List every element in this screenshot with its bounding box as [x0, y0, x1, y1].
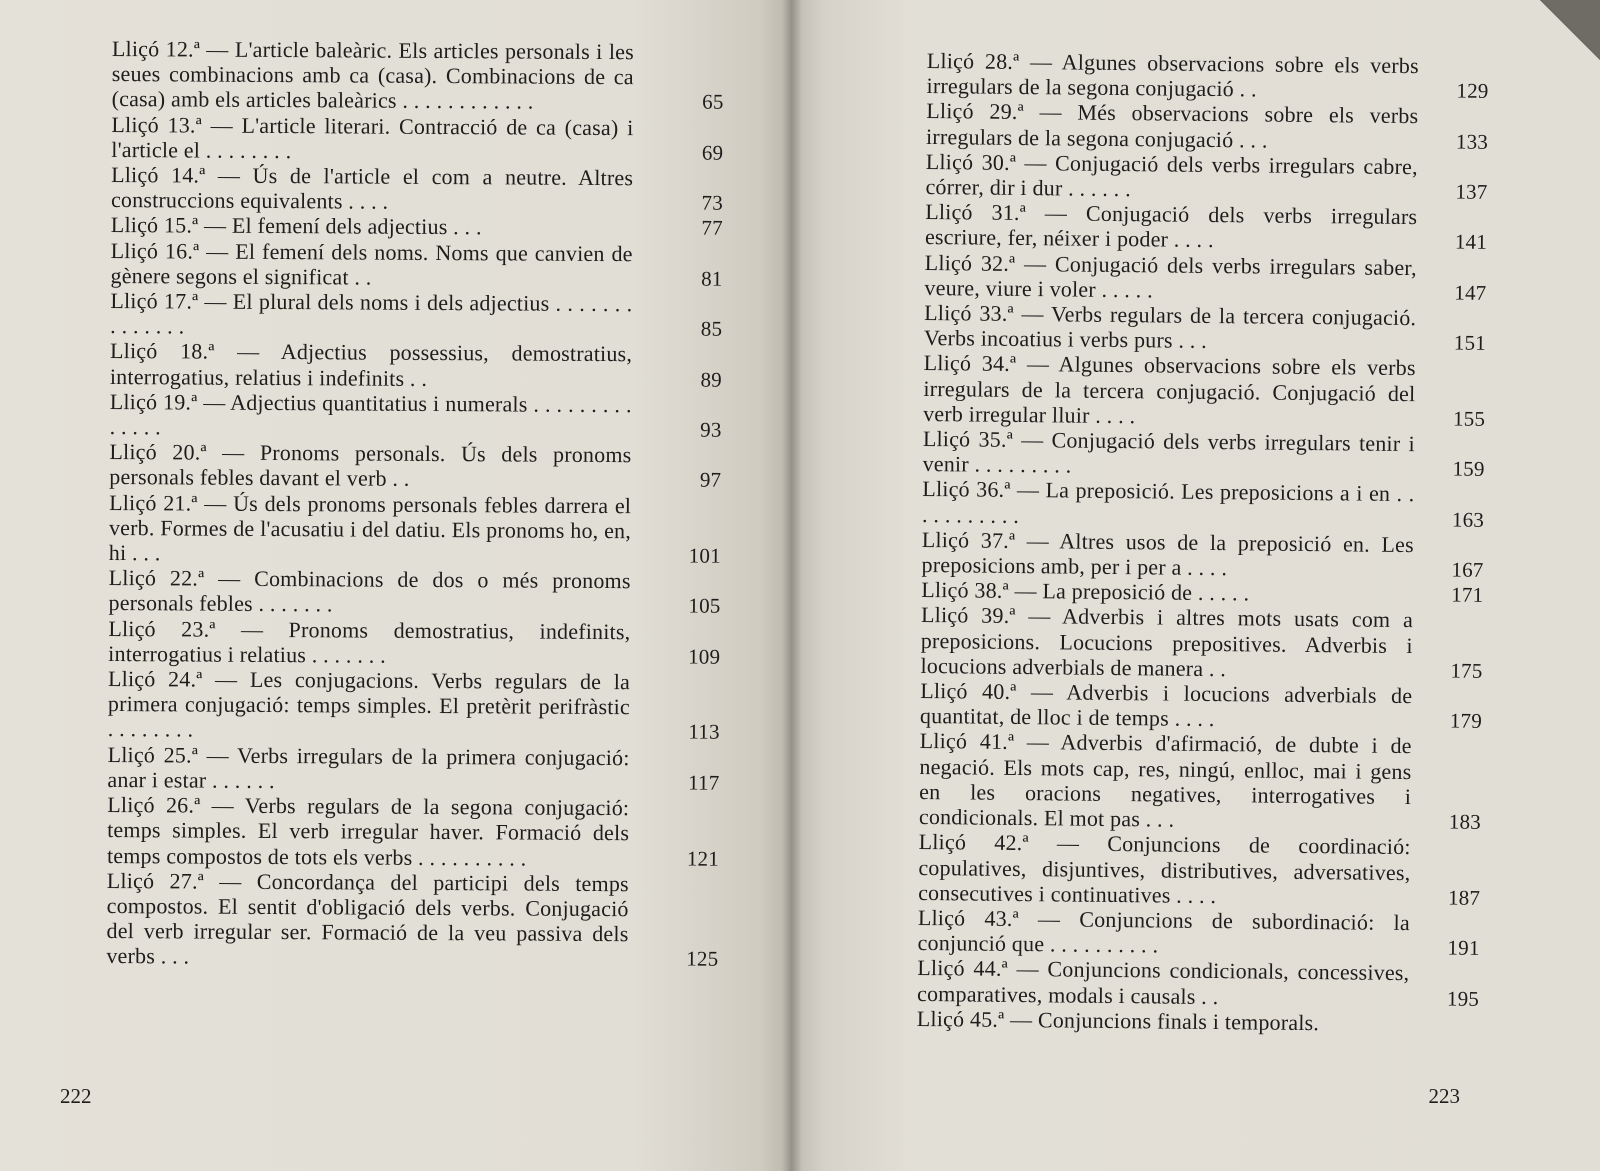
toc-entry — [926, 48, 1488, 104]
toc-entry — [112, 36, 724, 115]
toc-entry — [111, 162, 723, 216]
toc-entry — [924, 300, 1486, 356]
toc-entry-page: 187 — [1447, 885, 1481, 910]
toc-entry-title: Lliçó 30.ª — Conjugació dels verbs irregulars cabre, córrer, dir i dur . . . . . . — [925, 148, 1418, 202]
toc-entry-title: Lliçó 38.ª — La preposició de . . . . . — [921, 577, 1250, 606]
toc-entry-title: Lliçó 26.ª — Verbs regulars de la segona conjugació: temps simples. El verb irregular haver. Formació dels temps compostos de tots els verbs . . . . . . . . . . — [106, 792, 630, 871]
toc-entry-title: Lliçó 42.ª — Conjuncions de coordinació: copulatives, disjuntives, distributives, adversatives, consecutives i continuatives . . . . — [918, 829, 1411, 908]
left-toc — [106, 36, 724, 972]
right-page-number: 223 — [1428, 1084, 1460, 1108]
toc-entry-title: Lliçó 27.ª — Concordança del participi dels temps compostos. El sentit d'obligació dels verbs. Conjugació del verb irregular ser. Formació de la veu passiva dels verbs . . . — [106, 867, 629, 969]
toc-entry-page: 129 — [1456, 78, 1489, 104]
toc-entry — [920, 678, 1482, 734]
toc-entry-page: 101 — [688, 543, 721, 568]
toc-entry-page: 141 — [1454, 229, 1488, 255]
page-corner-shadow — [1540, 0, 1600, 60]
toc-entry — [917, 1006, 1479, 1037]
right-toc — [917, 48, 1489, 1037]
toc-entry-page: 97 — [699, 468, 722, 493]
toc-entry — [109, 490, 721, 569]
toc-entry — [917, 955, 1479, 1011]
toc-entry — [925, 149, 1487, 205]
toc-entry — [108, 616, 720, 670]
toc-entry — [108, 666, 720, 745]
book-gutter — [782, 0, 802, 1171]
toc-entry — [922, 476, 1484, 532]
toc-entry — [926, 98, 1488, 154]
toc-entry-page: 133 — [1455, 129, 1489, 154]
toc-entry-title: Lliçó 45.ª — Conjuncions finals i temporals. — [916, 1005, 1320, 1035]
left-page-number: 222 — [60, 1084, 92, 1108]
toc-entry-title: Lliçó 19.ª — Adjectius quantitatius i numerals . . . . . . . . . . . . . . — [109, 388, 632, 440]
toc-entry-title: Lliçó 22.ª — Combinacions de dos o més pronoms personals febles . . . . . . . — [108, 565, 631, 617]
toc-entry — [111, 212, 723, 241]
toc-entry-page — [1409, 1036, 1479, 1037]
toc-entry-page: 167 — [1451, 557, 1484, 582]
toc-entry-page: 109 — [688, 644, 721, 669]
toc-entry-page: 125 — [686, 946, 719, 972]
toc-entry — [918, 829, 1481, 910]
toc-entry-page: 175 — [1450, 658, 1483, 683]
toc-entry-title: Lliçó 43.ª — Conjuncions de subordinació: la conjunció que . . . . . . . . . . — [917, 904, 1410, 958]
toc-entry-title: Lliçó 41.ª — Adverbis d'afirmació, de dubte i de negació. Els mots cap, res, ningú, enlloc, mai i gens en les oracions negatives, interrogatives i condicionals. El mot pas . . . — [918, 728, 1412, 832]
toc-entry-title: Lliçó 24.ª — Les conjugacions. Verbs regulars de la primera conjugació: temps simples. El pretèrit perifràstic . . . . . . . . — [107, 666, 631, 742]
toc-entry-page: 69 — [701, 140, 724, 165]
toc-entry — [917, 905, 1479, 961]
toc-entry — [110, 288, 722, 342]
right-page — [792, 0, 1600, 1171]
toc-entry — [109, 439, 721, 493]
toc-entry — [924, 250, 1486, 306]
toc-entry-page: 163 — [1451, 507, 1485, 532]
toc-entry-page: 171 — [1451, 582, 1484, 608]
toc-entry-page: 151 — [1453, 330, 1487, 356]
toc-entry-title: Lliçó 25.ª — Verbs irregulars de la primera conjugació: anar i estar . . . . . . — [107, 741, 630, 793]
toc-entry-title: Lliçó 13.ª — L'article literari. Contracció de ca (casa) i l'article el . . . . . . . . — [111, 111, 634, 163]
toc-entry — [108, 565, 720, 619]
toc-entry-page: 183 — [1448, 809, 1482, 834]
toc-entry — [925, 199, 1487, 255]
toc-entry-page: 81 — [701, 266, 723, 291]
toc-entry-title: Lliçó 15.ª — El femení dels adjectius . . . — [110, 212, 482, 240]
toc-entry-page: 85 — [700, 316, 723, 341]
toc-entry-page: 159 — [1452, 456, 1485, 482]
toc-entry — [110, 338, 722, 392]
toc-entry-title: Lliçó 40.ª — Adverbis i locucions adverbials de quantitat, de lloc i de temps . . . . — [919, 678, 1413, 732]
toc-entry — [110, 389, 722, 443]
toc-entry-title: Lliçó 34.ª — Algunes observacions sobre els verbs irregulars de la tercera conjugació. Conjugació del verb irregular lluir . . . . — [923, 350, 1416, 429]
toc-entry — [106, 868, 719, 973]
toc-entry — [107, 792, 719, 871]
toc-entry-page: 155 — [1452, 406, 1486, 431]
toc-entry-title: Lliçó 33.ª — Verbs regulars de la tercera conjugació. Verbs incoatius i verbs purs . . . — [923, 300, 1417, 354]
toc-entry-title: Lliçó 18.ª — Adjectius possessius, demostratius, interrogatius, relatius i indefinits . . — [109, 338, 633, 391]
toc-entry-page: 93 — [700, 417, 722, 442]
toc-entry-title: Lliçó 20.ª — Pronoms personals. Ús dels pronoms personals febles davant el verb . . — [109, 439, 632, 492]
toc-entry-title: Lliçó 36.ª — La preposició. Les preposicions a i en . . . . . . . . . . . — [921, 476, 1415, 528]
toc-entry-page: 113 — [688, 720, 720, 745]
toc-entry-page: 117 — [688, 770, 720, 795]
toc-entry — [111, 112, 723, 166]
toc-entry-title: Lliçó 23.ª — Pronoms demostratius, indefinits, interrogatius i relatius . . . . . . . — [108, 615, 631, 668]
toc-entry-title: Lliçó 37.ª — Altres usos de la preposició en. Les preposicions amb, per i per a . . . . — [921, 526, 1414, 581]
toc-entry-page: 137 — [1455, 179, 1488, 204]
left-page — [0, 0, 792, 1171]
toc-entry-title: Lliçó 17.ª — El plural dels noms i dels adjectius . . . . . . . . . . . . . . — [110, 288, 633, 339]
toc-entry-page: 191 — [1447, 935, 1480, 960]
toc-entry-title: Lliçó 16.ª — El femení dels noms. Noms que canvien de gènere segons el significat . . — [110, 237, 633, 290]
toc-entry — [919, 728, 1482, 835]
toc-entry-title: Lliçó 35.ª — Conjugació dels verbs irregulars tenir i venir . . . . . . . . . — [922, 426, 1416, 478]
toc-entry-title: Lliçó 14.ª — Ús de l'article el com a neutre. Altres construccions equivalents . . . . — [110, 162, 634, 214]
toc-entry-title: Lliçó 32.ª — Conjugació dels verbs irregulars saber, veure, viure i voler . . . . . — [924, 249, 1417, 303]
toc-entry-page: 147 — [1454, 280, 1487, 305]
toc-entry-page: 105 — [688, 594, 721, 619]
toc-entry-page: 121 — [686, 846, 720, 871]
toc-entry-title: Lliçó 31.ª — Conjugació dels verbs irregulars escriure, fer, néixer i poder . . . . — [924, 199, 1418, 253]
toc-entry-page: 89 — [700, 367, 722, 392]
toc-entry — [921, 527, 1483, 583]
toc-entry-title: Lliçó 44.ª — Conjuncions condicionals, concessives, comparatives, modals i causals . . — [916, 955, 1410, 1009]
toc-entry — [923, 426, 1485, 482]
toc-entry — [110, 238, 722, 292]
toc-entry — [923, 350, 1486, 431]
toc-entry-page: 73 — [701, 190, 724, 215]
toc-entry-title: Lliçó 21.ª — Ús dels pronoms personals febles darrera el verb. Formes de l'acusatiu i del datiu. Els pronoms ho, en, hi . . . — [108, 489, 632, 566]
toc-entry-page: 77 — [701, 216, 723, 241]
toc-entry-title: Lliçó 29.ª — Més observacions sobre els verbs irregulars de la segona conjugació . . . — [925, 98, 1419, 153]
toc-entry-page: 179 — [1449, 708, 1483, 734]
toc-entry — [920, 602, 1483, 683]
toc-entry-title: Lliçó 12.ª — L'article baleàric. Els articles personals i les seues combinacions amb ca (casa). Combinacions de ca (casa) amb els articles baleàrics . . . . . . . . . . . . — [111, 36, 634, 114]
toc-entry-title: Lliçó 28.ª — Algunes observacions sobre els verbs irregulars de la segona conjugació . . — [926, 48, 1419, 102]
toc-entry-page: 65 — [702, 90, 724, 115]
toc-entry-title: Lliçó 39.ª — Adverbis i altres mots usats com a preposicions. Locucions prepositives. Adverbis i locucions adverbials de manera . . — [920, 602, 1414, 682]
toc-entry-page: 195 — [1446, 986, 1480, 1011]
toc-entry — [107, 742, 719, 796]
